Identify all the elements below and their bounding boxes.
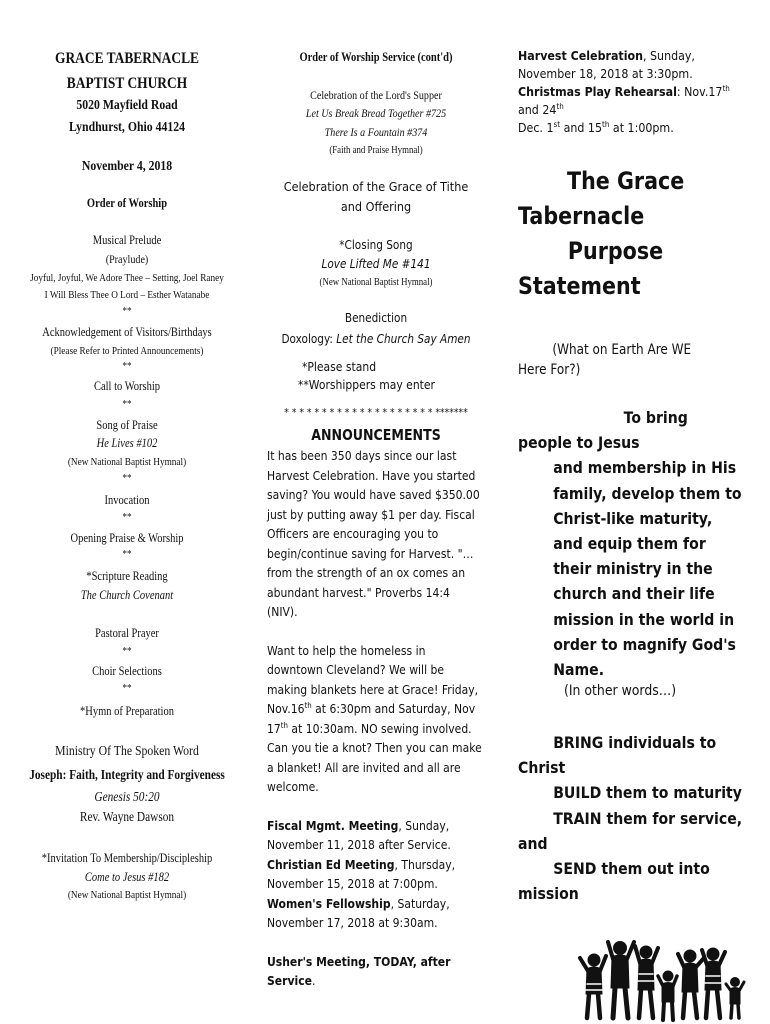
dec-sup-b: th [602, 119, 610, 129]
dec-date-a: Dec. 1 [518, 121, 554, 135]
order-of-worship-heading: Order of Worship [86, 196, 168, 210]
summary-christ: Christ [518, 758, 566, 778]
choir-selections: Choir Selections [92, 664, 162, 678]
pastoral-prayer: Pastoral Prayer [95, 626, 159, 640]
purpose-body: and membership in His family, develop them to Christ-like maturity, and equip them for their ministry in the church and their life mission in the world in order to magnify God's Name. [553, 458, 742, 680]
church-address-city: Lyndhurst, Ohio 44124 [68, 120, 185, 135]
harvest-celebration-notice [518, 47, 734, 83]
christian-ed-meeting [267, 856, 483, 895]
christian-ed-title: Christian Ed Meeting [267, 857, 395, 872]
womens-fellowship-details: , Saturday, November 17, 2018 at 9:30am. [267, 896, 450, 930]
hymnal-note: (New National Baptist Hymnal) [67, 456, 187, 468]
refer-announcements-note: (Please Refer to Printed Announcements) [50, 345, 204, 357]
what-on-earth-subtitle: (What on Earth Are WE Here For?) [518, 342, 692, 378]
christmas-play-date-b: and 24 [518, 103, 557, 117]
ushers-meeting-title: Usher's Meeting, TODAY, after Service [267, 954, 451, 988]
blankets-text-2: at 6:30pm and Saturday, Nov 17 [267, 702, 476, 736]
separator-stars: ** [122, 682, 132, 694]
title-line-1: The Grace [567, 167, 685, 195]
tithe-offering: Celebration of the Grace of Tithe and Offering [283, 179, 469, 214]
announcements-body [267, 447, 483, 992]
summary-send: SEND them out into [553, 859, 710, 879]
summary-mission: mission [518, 884, 579, 904]
christmas-sup-b: th [556, 101, 564, 111]
other-words-note: (In other words…) [564, 683, 677, 699]
title-line-3: Purpose [567, 237, 664, 265]
call-to-worship: Call to Worship [93, 379, 161, 393]
opening-praise-worship: Opening Praise & Worship [70, 531, 184, 545]
dec-time: at 1:00pm. [609, 121, 674, 135]
song-of-praise: Song of Praise [96, 418, 158, 432]
hymn-of-preparation: *Hymn of Preparation [80, 704, 174, 718]
church-address-street: 5020 Mayfield Road [76, 98, 178, 113]
christmas-play-title: Christmas Play Rehearsal [518, 85, 677, 99]
faith-praise-hymnal-note: (Faith and Praise Hymnal) [329, 145, 423, 156]
lords-supper: Celebration of the Lord's Supper [310, 88, 442, 102]
summary-train: TRAIN them for service, [553, 808, 743, 828]
hymn-come-to-jesus: Come to Jesus #182 [84, 870, 170, 884]
harvest-savings-paragraph: It has been 350 days since our last Harvest Celebration. Have you started saving? You would have saved $350.00 just by putting away $1 per day. Fiscal Officers are encouraging you to begin/continue saving for Harvest. "…from the strength of an ox comes an abundant harvest." Proverbs 14:4 (NIV). [267, 449, 480, 619]
separator-stars: ** [122, 548, 132, 560]
sermon-title: Joseph: Faith, Integrity and Forgiveness [29, 767, 225, 782]
hymn-fountain: There Is a Fountain #374 [324, 125, 428, 139]
blankets-paragraph [267, 642, 483, 798]
people-figures-icon [578, 936, 748, 1022]
dec-sup-a: st [553, 119, 561, 129]
christian-ed-details: , Thursday, November 15, 2018 at 7:00pm. [267, 857, 456, 891]
ushers-meeting [267, 953, 483, 992]
praylude: (Praylude) [105, 252, 149, 266]
prelude-song-1: Joyful, Joyful, We Adore Thee – Setting, Joel Raney [30, 272, 224, 284]
worshippers-enter-note: **Worshippers may enter [298, 378, 435, 392]
order-continued-heading: Order of Worship Service (cont'd) [299, 50, 453, 64]
separator-stars: ** [122, 305, 132, 317]
closing-song: *Closing Song [339, 237, 413, 252]
church-name-line-2: BAPTIST CHURCH [66, 75, 188, 92]
fiscal-meeting-title: Fiscal Mgmt. Meeting [267, 818, 399, 833]
acknowledgement-visitors: Acknowledgement of Visitors/Birthdays [42, 325, 212, 339]
summary-and: and [518, 833, 548, 853]
left-column [16, 0, 238, 1024]
summary-bring: BRING individuals to [553, 733, 717, 752]
separator-stars: ** [122, 360, 132, 372]
event-notices [518, 47, 734, 137]
purpose-text [518, 405, 743, 682]
separator-stars: ** [122, 398, 132, 410]
hymn-break-bread: Let Us Break Bread Together #725 [305, 106, 447, 120]
purpose-statement-title [518, 164, 684, 304]
hymn-love-lifted: Love Lifted Me #141 [321, 256, 431, 271]
musical-prelude: Musical Prelude [92, 233, 162, 247]
prelude-song-2: I Will Bless Thee O Lord – Esther Watanabe [44, 289, 210, 301]
blankets-sup-2: th [280, 720, 288, 730]
womens-fellowship [267, 895, 483, 934]
right-column [518, 0, 758, 1024]
dec-date-b: and 15 [560, 121, 603, 135]
hymnal-note: (New National Baptist Hymnal) [67, 889, 187, 901]
blankets-sup-1: th [304, 700, 312, 710]
invocation: Invocation [104, 493, 150, 507]
fiscal-meeting [267, 817, 483, 856]
invitation-membership: *Invitation To Membership/Discipleship [41, 851, 213, 865]
church-covenant: The Church Covenant [80, 588, 174, 602]
summary-build: BUILD them to maturity [553, 783, 742, 803]
scripture-reading: *Scripture Reading [86, 569, 168, 583]
purpose-summary [518, 730, 749, 906]
purpose-line-1: To bring [623, 408, 688, 427]
please-stand-note: *Please stand [302, 360, 377, 374]
christmas-sup-a: th [722, 83, 730, 93]
blankets-text-1: Want to help the homeless in downtown Cleveland? We will be making blankets here at Grace! Friday, Nov.16 [267, 643, 479, 716]
divider-stars: * * * * * * * * * * * * * * * * * * * * ******* [284, 406, 468, 419]
ministry-spoken-word: Ministry Of The Spoken Word [55, 744, 199, 759]
separator-stars: ** [122, 511, 132, 523]
preacher-name: Rev. Wayne Dawson [79, 809, 175, 824]
harvest-celebration-details: , Sunday, November 18, 2018 at 3:30pm. [518, 49, 695, 81]
hymnal-note: (New National Baptist Hymnal) [319, 277, 433, 288]
christmas-play-notice [518, 83, 734, 119]
middle-column [262, 0, 490, 1024]
hymn-he-lives: He Lives #102 [96, 436, 158, 450]
benediction: Benediction [344, 310, 408, 325]
doxology-label: Doxology: [281, 331, 337, 346]
doxology [280, 331, 472, 346]
doxology-title: Let the Church Say Amen [336, 331, 471, 346]
separator-stars: ** [122, 645, 132, 657]
fiscal-meeting-details: , Sunday, November 11, 2018 after Service. [267, 818, 451, 852]
announcements-heading: ANNOUNCEMENTS [311, 426, 441, 444]
christmas-play-date-a: : Nov.17 [676, 85, 723, 99]
ushers-period: . [311, 974, 316, 988]
church-name-line-1: GRACE TABERNACLE [54, 50, 200, 67]
december-dates [518, 119, 734, 137]
blankets-text-3: at 10:30am. NO sewing involved. Can you tie a knot? Then you can make a blanket! All are invited and all are welcome. [267, 721, 482, 794]
womens-fellowship-title: Women's Fellowship [267, 896, 391, 911]
title-line-4: Statement [518, 272, 641, 300]
purpose-line-2: people to Jesus [518, 433, 640, 453]
harvest-celebration-title: Harvest Celebration [518, 49, 643, 63]
title-line-2: Tabernacle [518, 202, 645, 230]
scripture-reference: Genesis 50:20 [94, 789, 160, 804]
service-date: November 4, 2018 [81, 159, 173, 174]
separator-stars: ** [122, 472, 132, 484]
